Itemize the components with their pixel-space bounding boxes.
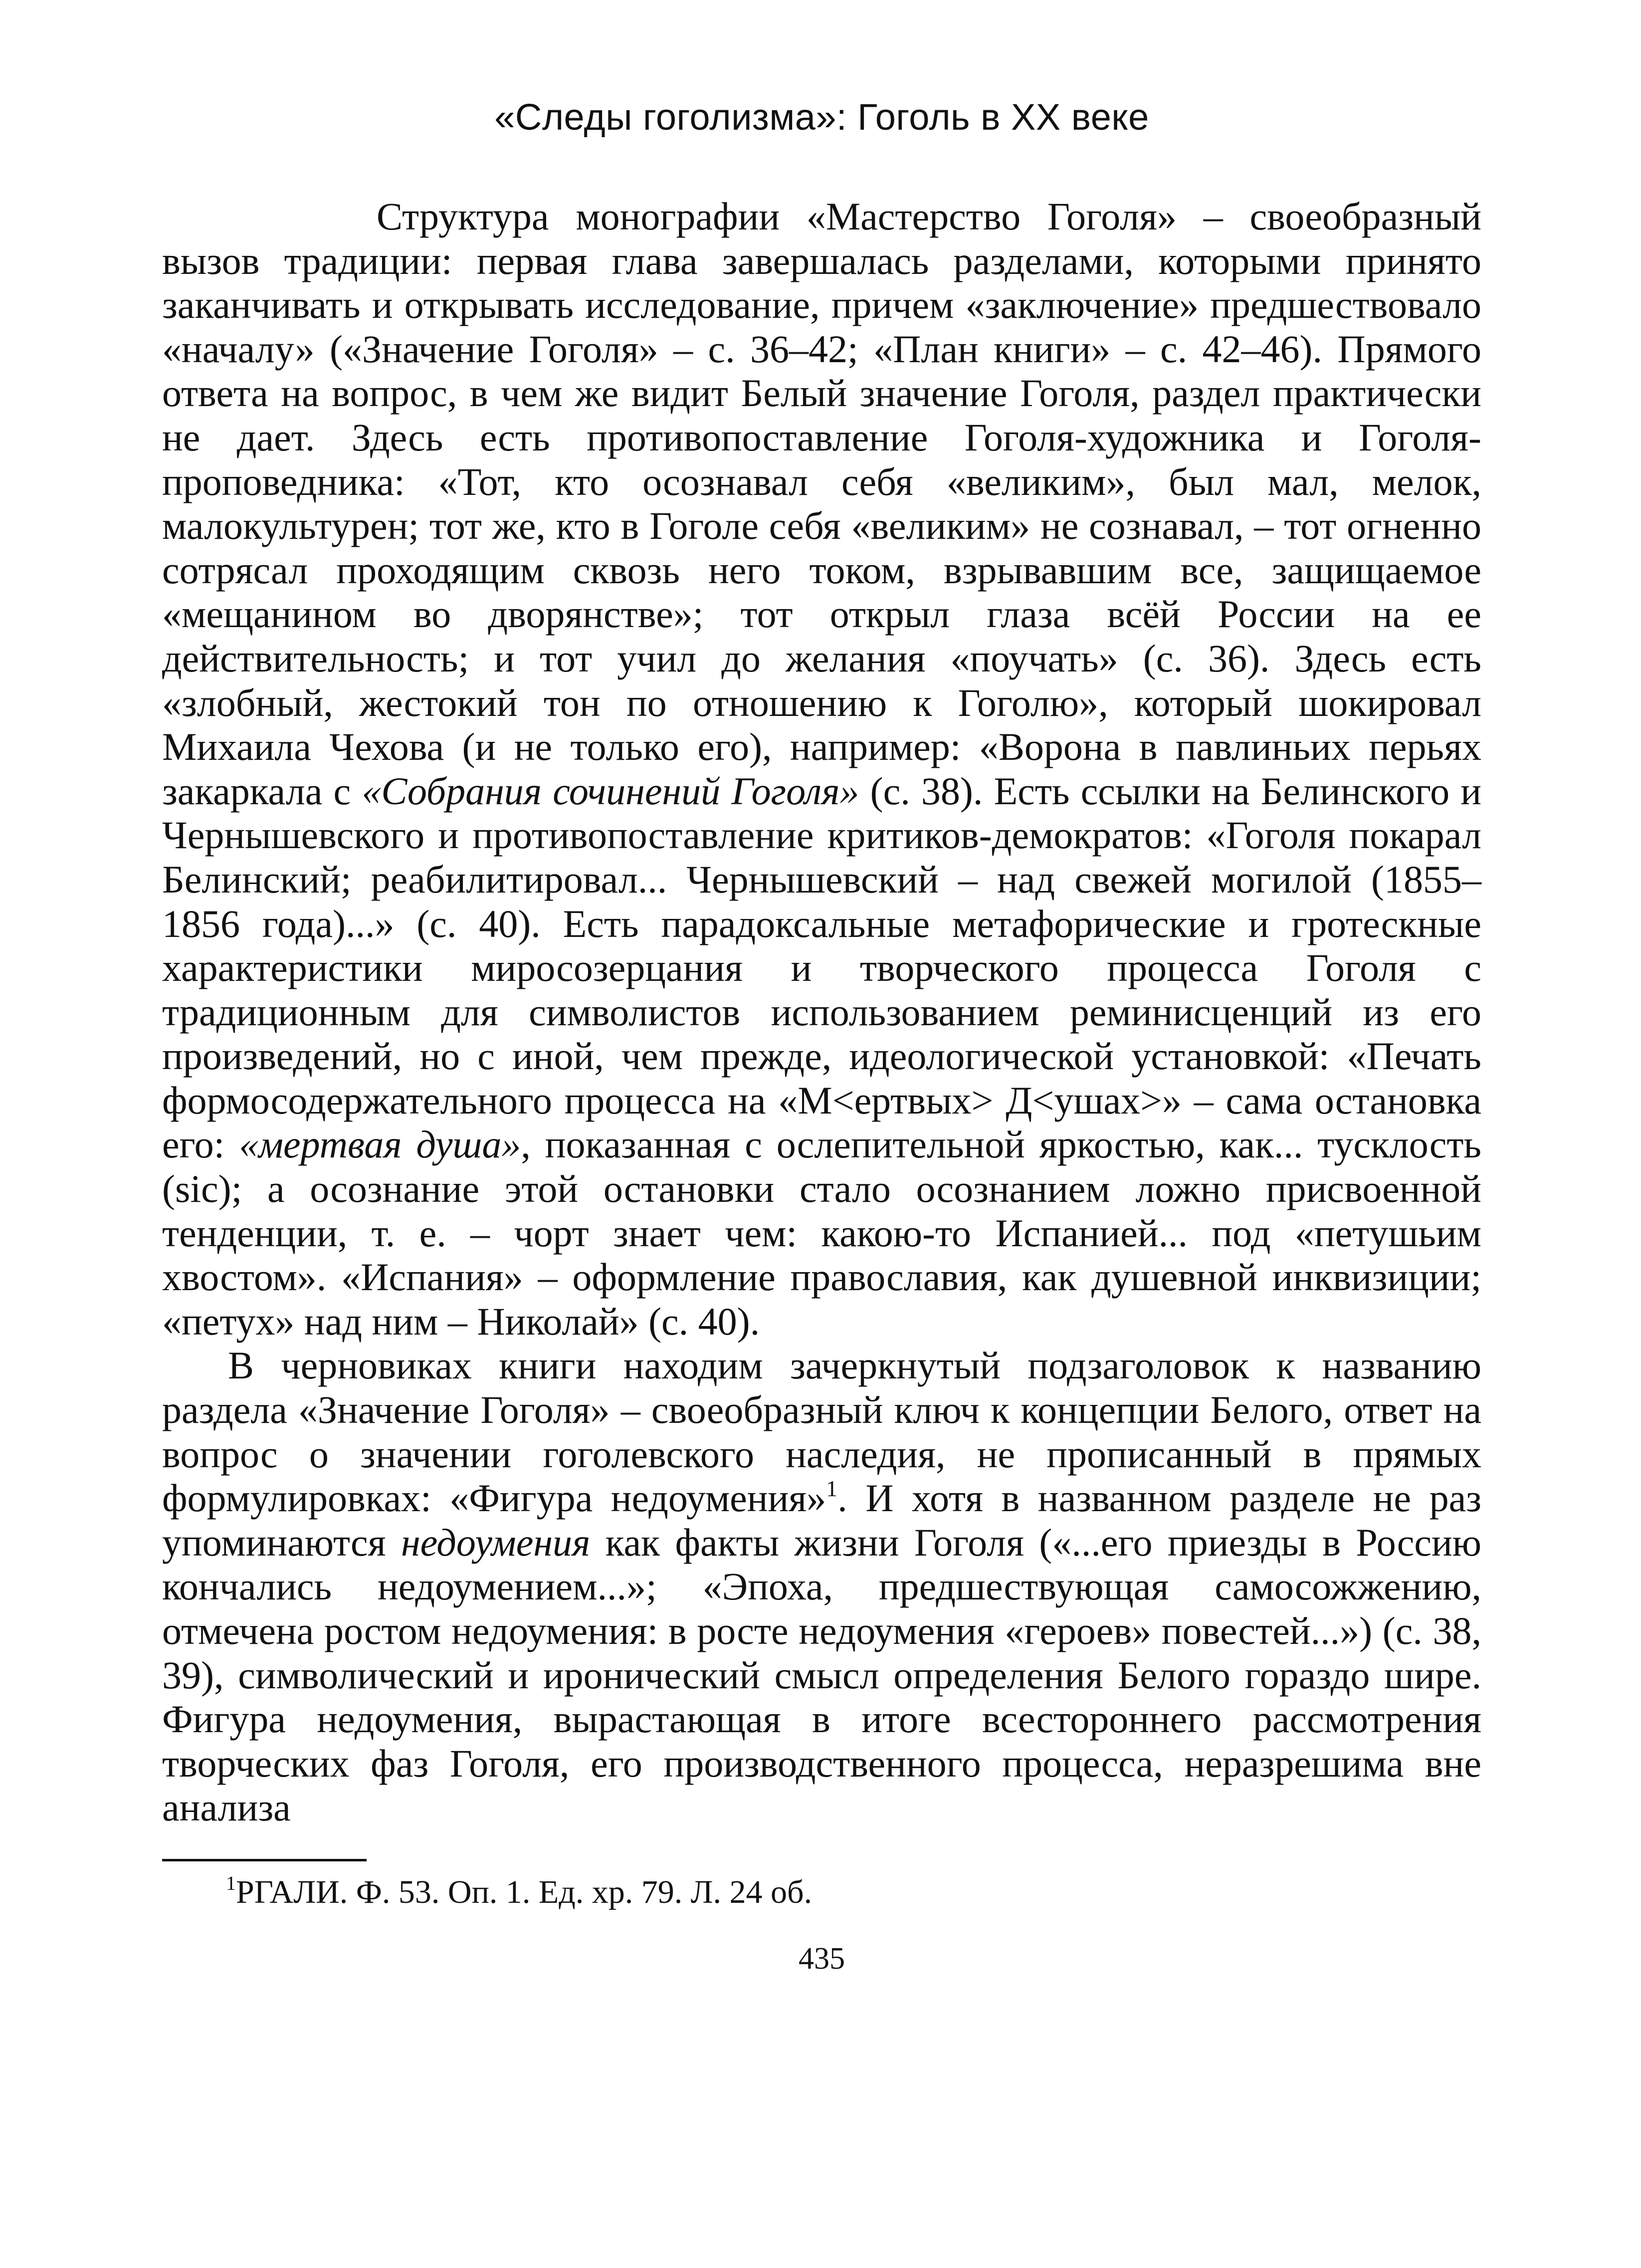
book-page — [162, 95, 1481, 2240]
footnote-divider — [162, 1859, 367, 1861]
paragraph-1-text-c: , показанная с ослепительной яркостью, как... тусклость (sic); а осознание этой остановки стало осознанием ложно присвоенной тенденции, т. е. – чорт знает чем: какою-то Испанией... под «петушьим хвостом». «Испания» – оформление православия, как душевной инквизиции; «петух» над ним – Николай» (с. 40). — [162, 1123, 1481, 1343]
paragraph-1-italic-b: «мертвая душа» — [239, 1123, 521, 1166]
paragraph-1 — [162, 195, 1481, 1344]
footnote-reference: 1 — [826, 1476, 838, 1502]
paragraph-1-text-a: Структура монографии «Мастерство Гоголя» – своеобразный вызов традиции: первая глава завершалась разделами, которыми принято заканчивать и открывать исследование, причем «заключение» предшествовало «началу» («Значение Гоголя» – с. 36–42; «План книги» – с. 42–46). Прямого ответа на вопрос, в чем же видит Белый значение Гоголя, раздел практически не дает. Здесь есть противопоставление Гоголя-художника и Гоголя-проповедника: «Тот, кто осознавал себя «великим», был мал, мелок, малокультурен; тот же, кто в Гоголе себя «великим» не сознавал, – тот огненно сотрясал проходящим сквозь него током, взрывавшим все, защищаемое «мещанином во дворянстве»; тот открыл глаза всёй России на ее действительность; и тот учил до желания «поучать» (с. 36). Здесь есть «злобный, жестокий тон по отношению к Гоголю», который шокировал Михаила Чехова (и не только его), например: «Ворона в павлиньих перьях закаркала с — [162, 195, 1481, 813]
footnote-marker: 1 — [226, 1871, 236, 1894]
paragraph-2 — [162, 1344, 1481, 1830]
running-head: «Следы гоголизма»: Гоголь в XX веке — [494, 96, 1149, 138]
paragraph-1-text-b: (с. 38). Есть ссылки на Белинского и Чернышевского и противопоставление критиков-демократов: «Гоголя покарал Белинский; реабилитировал... Чернышевский – над свежей могилой (1855–1856 года)...» (с. 40). Есть парадоксальные метафорические и гротескные характеристики миросозерцания и творческого процесса Гоголя с традиционным для символистов использованием реминисценций из его произведений, но с иной, чем прежде, идеологической установкой: «Печать формосодержательного процесса на «М<ертвых> Д<ушах>» – сама остановка его: — [162, 769, 1482, 1166]
body-text — [162, 195, 1481, 1830]
paragraph-2-text-c: как факты жизни Гоголя («...его приезды в Россию кончались недоумением...»; «Эпоха, предшествующая самосожжению, отмечена ростом недоумения: в росте недоумения «героев» повестей...») (с. 38, 39), символический и иронический смысл определения Белого гораздо шире. Фигура недоумения, вырастающая в итоге всестороннего рассмотрения творческих фаз Гоголя, его производственного процесса, неразрешима вне анализа — [162, 1520, 1482, 1829]
paragraph-2-text-a: В черновиках книги находим зачеркнутый подзаголовок к названию раздела «Значение Гоголя» – своеобразный ключ к концепции Белого, ответ на вопрос о значении гоголевского наследия, не прописанный в прямых формулировках: «Фигура недоумения» — [162, 1344, 1481, 1520]
paragraph-1-italic-a: «Собрания сочинений Гоголя» — [362, 769, 859, 813]
paragraph-2-text-b: . И хотя в названном разделе не раз упоминаются — [162, 1476, 1481, 1564]
page-number: 435 — [799, 1941, 845, 1976]
paragraph-2-italic-a: недоумения — [401, 1520, 591, 1564]
footnote — [226, 1872, 1481, 1912]
footnote-text: РГАЛИ. Ф. 53. Оп. 1. Ед. хр. 79. Л. 24 об. — [236, 1873, 813, 1910]
